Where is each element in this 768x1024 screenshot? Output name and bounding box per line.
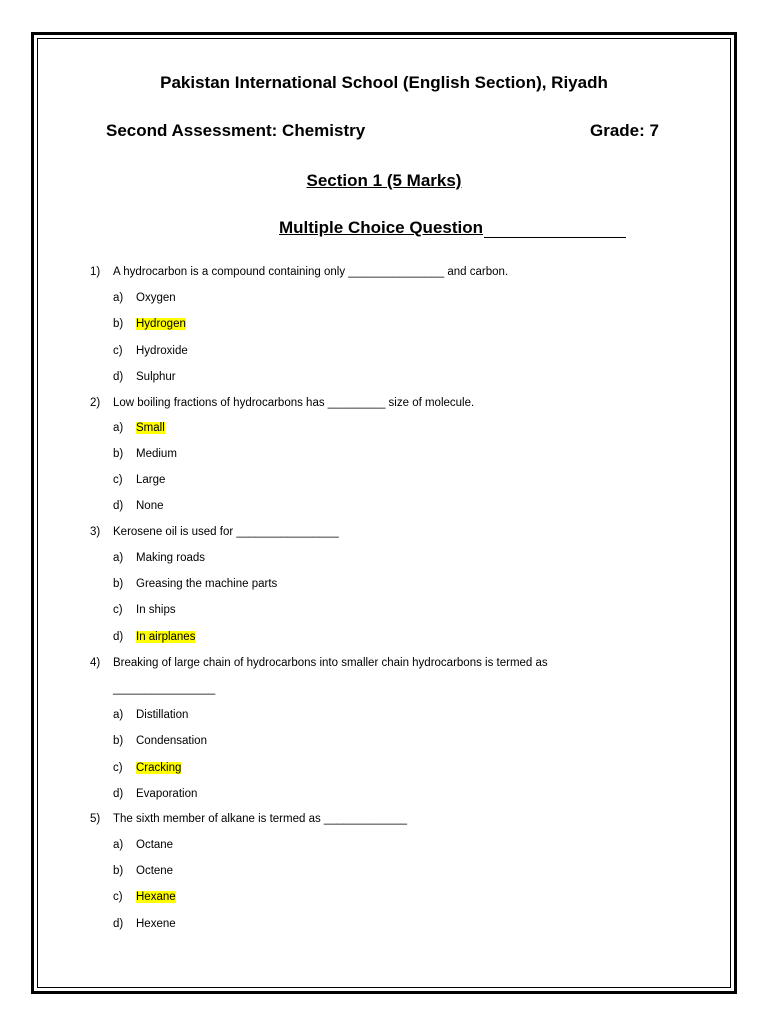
option-text-highlighted: Hexane bbox=[136, 891, 176, 903]
school-name: Pakistan International School (English Section), Riyadh bbox=[160, 73, 608, 92]
option-letter: c) bbox=[113, 762, 123, 774]
option-letter: c) bbox=[113, 345, 123, 357]
option-letter: b) bbox=[113, 865, 124, 877]
question-text: A hydrocarbon is a compound containing only _______________ and carbon. bbox=[113, 266, 509, 278]
option-text: Medium bbox=[136, 448, 177, 460]
option-letter: a) bbox=[113, 552, 124, 564]
mcq-underline bbox=[484, 219, 626, 238]
option-letter: a) bbox=[113, 292, 124, 304]
option-letter: b) bbox=[113, 318, 124, 330]
option-text-highlighted: Small bbox=[136, 422, 165, 434]
question-number: 1) bbox=[90, 266, 101, 278]
option-text: None bbox=[136, 500, 164, 512]
option-text: In ships bbox=[136, 604, 176, 616]
option-letter: c) bbox=[113, 604, 123, 616]
option-letter: c) bbox=[113, 891, 123, 903]
mcq-title: Multiple Choice Question bbox=[279, 218, 484, 237]
section-title: Section 1 (5 Marks) bbox=[306, 171, 462, 190]
option-text: Octane bbox=[136, 839, 174, 851]
question-number: 2) bbox=[90, 397, 101, 409]
question-number: 5) bbox=[90, 813, 101, 825]
option-text-highlighted: In airplanes bbox=[136, 631, 196, 643]
question-text: Kerosene oil is used for ________________ bbox=[113, 526, 339, 538]
option-letter: d) bbox=[113, 631, 124, 643]
option-text: Greasing the machine parts bbox=[136, 578, 278, 590]
option-letter: a) bbox=[113, 709, 124, 721]
option-letter: a) bbox=[113, 839, 124, 851]
option-letter: b) bbox=[113, 578, 124, 590]
mcq-heading bbox=[279, 218, 626, 238]
question-text: Breaking of large chain of hydrocarbons into smaller chain hydrocarbons is termed as bbox=[113, 657, 548, 669]
grade-label: Grade: 7 bbox=[590, 121, 659, 140]
question-number: 4) bbox=[90, 657, 101, 669]
option-text: Large bbox=[136, 474, 166, 486]
option-text-highlighted: Cracking bbox=[136, 762, 182, 774]
option-letter: c) bbox=[113, 474, 123, 486]
option-text: Octene bbox=[136, 865, 174, 877]
question-text: Low boiling fractions of hydrocarbons has _________ size of molecule. bbox=[113, 397, 475, 409]
option-text-highlighted: Hydrogen bbox=[136, 318, 186, 330]
question-text-blank: ________________ bbox=[113, 683, 216, 695]
option-letter: d) bbox=[113, 371, 124, 383]
option-letter: d) bbox=[113, 500, 124, 512]
option-letter: a) bbox=[113, 422, 124, 434]
question-number: 3) bbox=[90, 526, 101, 538]
option-text: Condensation bbox=[136, 735, 207, 747]
option-text: Making roads bbox=[136, 552, 206, 564]
question-text: The sixth member of alkane is termed as _____________ bbox=[113, 813, 408, 825]
option-text: Hexene bbox=[136, 918, 176, 930]
assessment-title: Second Assessment: Chemistry bbox=[106, 121, 366, 140]
option-text: Sulphur bbox=[136, 371, 176, 383]
option-letter: d) bbox=[113, 788, 124, 800]
option-text: Evaporation bbox=[136, 788, 198, 800]
option-letter: b) bbox=[113, 735, 124, 747]
option-text: Distillation bbox=[136, 709, 189, 721]
option-letter: b) bbox=[113, 448, 124, 460]
option-text: Hydroxide bbox=[136, 345, 188, 357]
option-letter: d) bbox=[113, 918, 124, 930]
option-text: Oxygen bbox=[136, 292, 176, 304]
